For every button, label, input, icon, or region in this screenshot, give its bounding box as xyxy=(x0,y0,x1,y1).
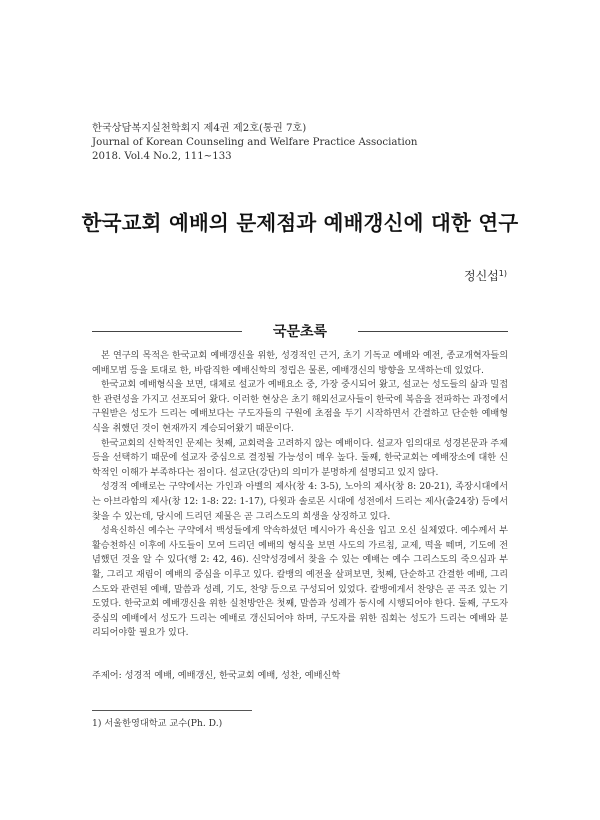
journal-korean-name: 한국상담복지실천학회지 제4권 제2호(통권 7호) xyxy=(92,123,307,134)
footnote: 1) 서울한영대학교 교수(Ph. D.) xyxy=(92,718,223,729)
abstract-paragraph: 본 연구의 목적은 한국교회 예배갱신을 위한, 성경적인 근거, 초기 기독교 예배와 예전, 종교개혁자들의 예배모범 등을 토대로 한, 바람직한 예배신학의 정립은 물론, 예배갱신의 방향을 모색하는데 있었다. xyxy=(92,351,508,376)
abstract-paragraph: 한국교회의 신학적인 문제는 첫째, 교회력을 고려하지 않는 예배이다. 설교자 임의대로 성경본문과 주제 등을 선택하기 때문에 설교자 중심으로 결정될 가능성이 매우 높다. 둘째, 한국교회는 예배장소에 대한 신학적인 이해가 부족하다는 점이다. 설교단(강단)의 의미가 분명하게 설명되고 있지 않다. xyxy=(92,438,508,478)
paper-title: 한국교회 예배의 문제점과 예배갱신에 대한 연구 xyxy=(81,211,519,235)
abstract-paragraph: 성경적 예배로는 구약에서는 가인과 아벨의 제사(창 4: 3-5), 노아의 제사(창 8: 20-21), 족장시대에서는 아브라함의 제사(창 12: 1-8: 22: 1-17), 다윗과 솔로몬 시대에 성전에서 드리는 제사(출24장) 등에서 찾을 수 있는데, 당시에 드리던 제물은 곧 그리스도의 희생을 상징하고 있다. xyxy=(92,482,508,522)
abstract-heading: 국문초록 xyxy=(272,324,328,340)
keywords-text: 성경적 예배, 예배갱신, 한국교회 예배, 성찬, 예배신학 xyxy=(124,670,341,681)
abstract-heading-block xyxy=(92,321,508,341)
abstract-body xyxy=(92,349,508,641)
abstract-paragraph: 성육신하신 예수는 구약에서 백성들에게 약속하셨던 메시아가 육신을 입고 오신 실체였다. 예수께서 부활승천하신 이후에 사도들이 모여 드리던 예배의 형식을 보면 사도의 가르침, 교제, 떡을 떼며, 기도에 전념했던 것을 알 수 있다(행 2: 42, 46). 신약성경에서 찾을 수 있는 예배는 예수 그리스도의 죽으심과 부활, 그리고 재림이 예배의 중심을 이루고 있다. 칼뱅의 예전을 살펴보면, 첫째, 단순하고 간결한 예배, 그리스도와 관련된 예배, 말씀과 성례, 기도, 찬양 등으로 구성되어 있었다. 칼뱅에게서 찬양은 곧 곡조 있는 기도였다. 한국교회 예배갱신을 위한 실천방안은 첫째, 말씀과 성례가 동시에 시행되어야 한다. 둘째, 구도자 중심의 예배에서 성도가 드리는 예배로 갱신되어야 하며, 구도자를 위한 집회는 성도가 드리는 예배와 분리되어야할 필요가 있다. xyxy=(92,526,508,639)
author-name: 정신섭 xyxy=(464,269,499,283)
journal-citation: 2018. Vol.4 No.2, 111~133 xyxy=(92,151,232,162)
journal-english-name: Journal of Korean Counseling and Welfare Practice Association xyxy=(92,137,418,148)
keywords-line xyxy=(92,667,340,681)
author-line xyxy=(464,267,507,284)
keywords-label: 주제어: xyxy=(92,670,122,681)
footnote-divider xyxy=(92,710,252,711)
journal-header xyxy=(92,122,417,164)
author-footnote-mark[interactable]: 1) xyxy=(498,269,507,278)
abstract-paragraph: 한국교회 예배형식을 보면, 대체로 설교가 예배요소 중, 가장 중시되어 왔고, 설교는 성도들의 삶과 밀접한 관련성을 가지고 선포되어 왔다. 이러한 현상은 초기 해외선교사들이 한국에 복음을 전파하는 과정에서 구원받은 성도가 드리는 예배보다는 구도자들의 구원에 초점을 두기 시작하면서 간결하고 단순한 예배형식을 취했던 것이 현재까지 계승되어왔기 때문이다. xyxy=(92,380,508,434)
